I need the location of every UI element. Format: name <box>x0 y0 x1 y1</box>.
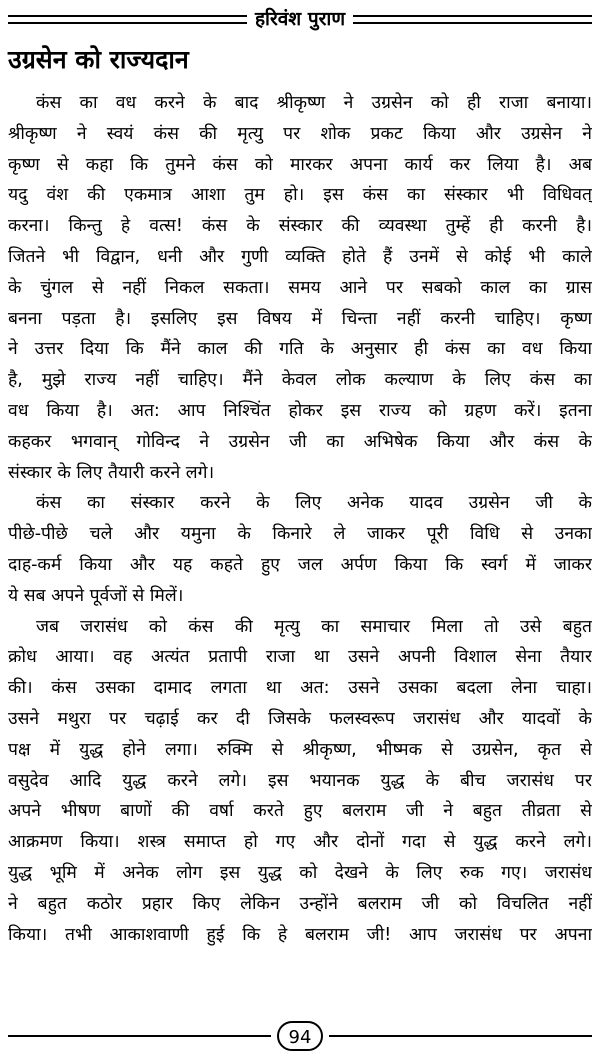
footer-left-rule <box>8 1035 271 1037</box>
header-right-rule <box>353 15 592 24</box>
running-title: हरिवंश पुराण <box>254 8 346 30</box>
paragraph-3 <box>8 612 592 951</box>
text-line: जब जरासंध को कंस की मृत्यु का समाचार मिला तो उसे बहुत <box>36 616 592 637</box>
text-line: श्रीकृष्ण ने स्वयं कंस की मृत्यु पर शोक प्रकट किया और उग्रसेन ने <box>8 123 592 144</box>
text-line: बनना पड़ता है। इसलिए इस विषय में चिन्ता नहीं करनी चाहिए। कृष्ण <box>8 308 592 329</box>
page-number: 94 <box>277 1021 323 1051</box>
paragraph-1 <box>8 88 592 488</box>
text-line: कंस का वध करने के बाद श्रीकृष्ण ने उग्रसेन को ही राजा बनाया। <box>36 93 592 113</box>
footer-right-rule <box>329 1035 592 1037</box>
text-line: उसने मथुरा पर चढ़ाई कर दी जिसके फलस्वरूप जरासंध और यादवों के <box>8 708 592 729</box>
text-line: की। कंस उसका दामाद लगता था अत: उसने उसका बदला लेना चाहा। <box>8 678 592 699</box>
text-line: किया। तभी आकाशवाणी हुई कि हे बलराम जी! आप जरासंध पर अपना <box>8 924 592 945</box>
text-line: दाह-कर्म किया और यह कहते हुए जल अर्पण किया कि स्वर्ग में जाकर <box>8 554 592 575</box>
text-line: अपने भीषण बाणों की वर्षा करते हुए बलराम जी ने बहुत तीव्रता से <box>8 801 592 822</box>
text-line: क्रोध आया। वह अत्यंत प्रतापी राजा था उसने अपनी विशाल सेना तैयार <box>8 647 592 668</box>
text-line: यदु वंश की एकमात्र आशा तुम हो। इस कंस का संस्कार भी विधिवत् <box>8 185 592 206</box>
paragraph-2 <box>8 488 592 611</box>
page-footer <box>8 1018 592 1054</box>
text-line: ने उत्तर दिया कि मैंने काल की गति के अनुसार ही कंस का वध किया <box>8 339 592 360</box>
header-left-rule <box>8 15 247 24</box>
text-line: पक्ष में युद्ध होने लगा। रुक्मि से श्रीकृष्ण, भीष्मक से उग्रसेन, कृत से <box>8 739 592 760</box>
text-line: युद्ध भूमि में अनेक लोग इस युद्ध को देखने के लिए रुक गए। जरासंध <box>8 862 592 883</box>
text-line: के चुंगल से नहीं निकल सकता। समय आने पर सबको काल का ग्रास <box>8 277 592 298</box>
text-line: ने बहुत कठोर प्रहार किए लेकिन उन्होंने बलराम जी को विचलित नहीं <box>8 893 592 914</box>
section-heading: उग्रसेन को राज्यदान <box>8 45 189 74</box>
text-line: पीछे-पीछे चले और यमुना के किनारे ले जाकर पूरी विधि से उनका <box>8 524 592 545</box>
text-line: करना। किन्तु हे वत्स! कंस के संस्कार की व्यवस्था तुम्हें ही करनी है। <box>8 216 592 237</box>
text-line: वध किया है। अत: आप निश्चिंत होकर इस राज्य को ग्रहण करें। इतना <box>8 400 592 421</box>
body-text <box>8 88 592 950</box>
text-line: कंस का संस्कार करने के लिए अनेक यादव उग्रसेन जी के <box>36 493 592 514</box>
text-line: जितने भी विद्वान, धनी और गुणी व्यक्ति होते हैं उनमें से कोई भी काले <box>8 246 592 267</box>
text-line: वसुदेव आदि युद्ध करने लगे। इस भयानक युद्ध के बीच जरासंध पर <box>8 770 592 791</box>
running-header <box>8 6 592 32</box>
text-line: है, मुझे राज्य नहीं चाहिए। मैंने केवल लोक कल्याण के लिए कंस का <box>8 370 592 391</box>
text-line: कहकर भगवान् गोविन्द ने उग्रसेन जी का अभिषेक किया और कंस के <box>8 431 592 452</box>
text-line: कृष्ण से कहा कि तुमने कंस को मारकर अपना कार्य कर लिया है। अब <box>8 154 592 175</box>
text-line: आक्रमण किया। शस्त्र समाप्त हो गए और दोनों गदा से युद्ध करने लगे। <box>8 832 592 853</box>
text-line: ये सब अपने पूर्वजों से मिलें। <box>8 585 184 606</box>
text-line: संस्कार के लिए तैयारी करने लगे। <box>8 462 215 483</box>
